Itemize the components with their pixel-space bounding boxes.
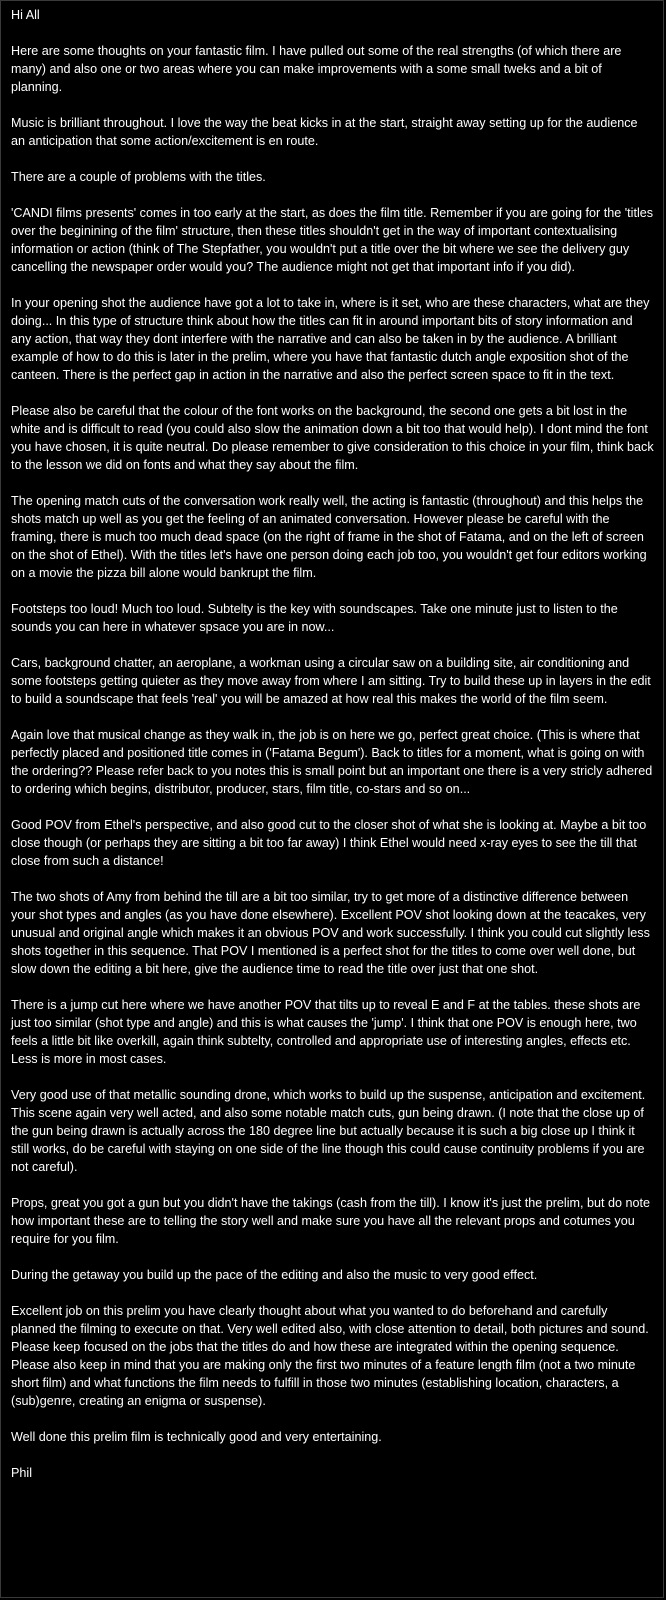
paragraph-footsteps: Footsteps too loud! Much too loud. Subtelty is the key with soundscapes. Take one minute just to listen to the sounds you can here in whatever spsace you are in now... [11, 602, 618, 634]
greeting: Hi All [11, 8, 40, 22]
paragraph-intro: Here are some thoughts on your fantastic film. I have pulled out some of the real strengths (of which there are many) and also one or two areas where you can make improvements with a some small tweks and a bit of planning. [11, 44, 622, 94]
paragraph-soundscape: Cars, background chatter, an aeroplane, a workman using a circular saw on a building site, air conditioning and some footsteps getting quieter as they move away from where I am sitting. Try to build these up in layers in the edit to build a soundscape that feels 'real' you will be amazed at how real this makes the world of the film seem. [11, 656, 651, 706]
paragraph-font-colour: Please also be careful that the colour of the font works on the background, the second one gets a bit lost in the white and is difficult to read (you could also slow the animation down a bit too that would help). I dont mind the font you have chosen, it is quite neutral. Do please remember to give consideration to this choice in your film, think back to the lesson we did on fonts and what they say about the film. [11, 404, 654, 472]
paragraph-props: Props, great you got a gun but you didn't have the takings (cash from the till). I know it's just the prelim, but do note how important these are to telling the story well and make sure you have all the relevant props and cotumes you require for you film. [11, 1196, 651, 1246]
paragraph-musical-change: Again love that musical change as they walk in, the job is on here we go, perfect great choice. (This is where that perfectly placed and positioned title comes in ('Fatama Begum'). Back to titles for a moment, what is going on with the ordering?? Please refer back to you notes this is small point but an important one there is a very stricly adhered to ordering which begins, distributor, producer, stars, film title, co-stars and so on... [11, 728, 653, 796]
paragraph-music: Music is brilliant throughout. I love the way the beat kicks in at the start, straight away setting up for the audience an anticipation that some action/excitement is en route. [11, 116, 638, 148]
signature: Phil [11, 1466, 32, 1480]
paragraph-summary: Excellent job on this prelim you have clearly thought about what you wanted to do beforehand and carefully planned the filming to execute on that. Very well edited also, with close attention to detail, both pictures and sound. Please keep focused on the jobs that the titles do and how these are integrated within the opening sequence. Please also keep in mind that you are making only the first two minutes of a feature length film (not a two minute short film) and what functions the film needs to fulfill in those two minutes (establishing location, characters, a (sub)genre, creating an enigma or suspense). [11, 1304, 649, 1408]
paragraph-opening-shot: In your opening shot the audience have got a lot to take in, where is it set, who are these characters, what are they doing... In this type of structure think about how the titles can fit in around important bits of story information and any action, that way they dont interfere with the narrative and can also be taken in by the audience. A brilliant example of how to do this is later in the prelim, where you have that fantastic dutch angle exposition shot of the canteen. There is the perfect gap in action in the narrative and also the perfect screen space to fit in the text. [11, 296, 650, 382]
paragraph-pov-ethel: Good POV from Ethel's perspective, and also good cut to the closer shot of what she is looking at. Maybe a bit too close though (or perhaps they are sitting a bit too far away) I think Ethel would need x-ray eyes to see the till that close from such a distance! [11, 818, 647, 868]
paragraph-drone: Very good use of that metallic sounding drone, which works to build up the suspense, anticipation and excitement. This scene again very well acted, and also some notable match cuts, gun being drawn. (I note that the close up of the gun being drawn is actually across the 180 degree line but actually because it is such a big close up I think it still works, do be careful with staying on one side of the line though this could cause continuity problems if you are not careful). [11, 1088, 646, 1174]
paragraph-getaway: During the getaway you build up the pace of the editing and also the music to very good effect. [11, 1268, 538, 1282]
paragraph-jump-cut: There is a jump cut here where we have another POV that tilts up to reveal E and F at the tables. these shots are just too similar (shot type and angle) and this is what causes the 'jump'. I think that one POV is enough here, two feels a little bit like overkill, again think subtelty, controlled and appropriate use of interesting angles, effects etc. Less is more in most cases. [11, 998, 641, 1066]
paragraph-titles-problems: There are a couple of problems with the titles. [11, 170, 266, 184]
paragraph-amy-shots: The two shots of Amy from behind the till are a bit too similar, try to get more of a distinctive difference between your shot types and angles (as you have done elsewhere). Excellent POV shot looking down at the teacakes, very unusual and original angle which makes it an obvious POV and work successfully. I think you could cut slightly less shots together in this sequence. That POV I mentioned is a perfect shot for the titles to come over well done, but slow down the editing a bit here, give the audience time to read the title over just that one shot. [11, 890, 650, 976]
paragraph-well-done: Well done this prelim film is technically good and very entertaining. [11, 1430, 382, 1444]
paragraph-candi-films: 'CANDI films presents' comes in too early at the start, as does the film title. Remember if you are going for the 'titles over the beginining of the film' structure, then these titles shouldn't get in the way of important contextualising information or action (think of The Stepfather, you wouldn't put a title over the bit where we see the delivery guy cancelling the newspaper order would you? The audience might not get that important info if you did). [11, 206, 654, 274]
paragraph-match-cuts: The opening match cuts of the conversation work really well, the acting is fantastic (throughout) and this helps the shots match up well as you get the feeling of an animated conversation. However please be careful with the framing, there is much too much dead space (on the right of frame in the shot of Fatama, and on the left of screen on the shot of Ethel). With the titles let's have one person doing each job too, you wouldn't get four editors working on a movie the pizza bill alone would bankrupt the film. [11, 494, 647, 580]
